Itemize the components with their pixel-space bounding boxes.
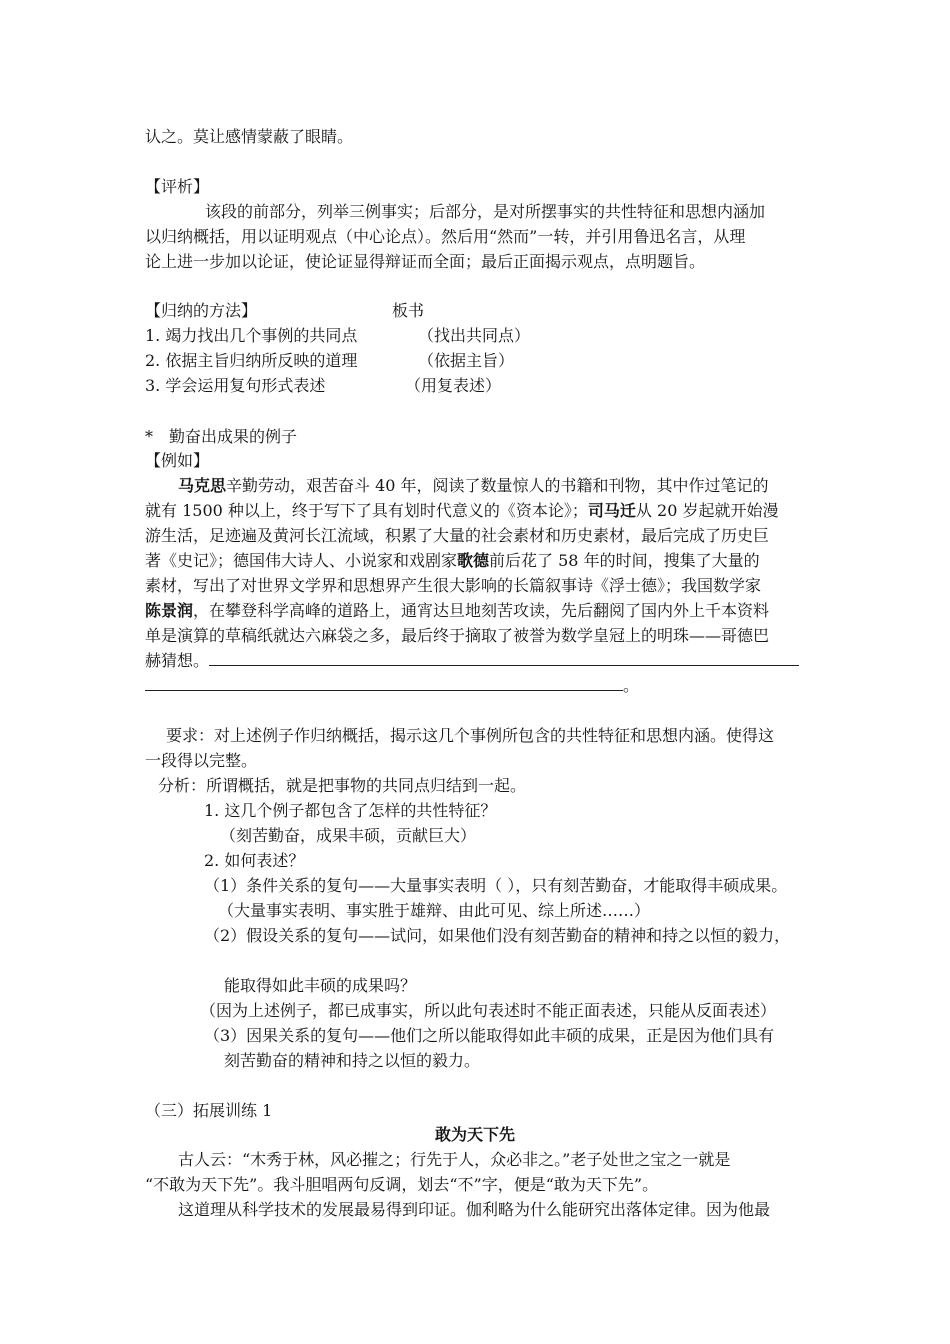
extension-heading: （三）拓展训练 1 <box>145 1101 273 1120</box>
method-item: 1. 竭力找出几个事例的共同点 <box>145 326 358 345</box>
person-name: 司马迁 <box>587 501 636 520</box>
example-paragraph-line <box>145 650 799 672</box>
sentence-cont-line: 刻苦勤奋的精神和持之以恒的毅力。 <box>224 1051 481 1070</box>
board-label: 板书 <box>392 301 425 320</box>
method-item: 3. 学会运用复句形式表述 <box>145 376 326 395</box>
example-text: 从 20 岁起就开始漫 <box>635 501 779 520</box>
analysis-line: 分析：所谓概括，就是把事物的共同点归结到一起。 <box>158 776 527 795</box>
opening-line: 认之。莫让感情蒙蔽了眼睛。 <box>145 127 354 146</box>
answer-line: （刻苦勤奋，成果丰硕，贡献巨大） <box>220 826 477 845</box>
person-name: 陈景润 <box>145 601 194 620</box>
example-paragraph-line <box>145 600 769 622</box>
example-paragraph-line <box>145 675 639 697</box>
end-mark: 。 <box>623 676 640 695</box>
fill-in-blank-line <box>209 650 799 666</box>
examples-heading: 【例如】 <box>145 451 210 470</box>
sentence-type-line: （2）假设关系的复句——试问，如果他们没有刻苦勤奋的精神和持之以恒的毅力， <box>204 926 791 945</box>
essay-title: 敢为天下先 <box>434 1125 515 1144</box>
sentence-cont-line: 能取得如此丰硕的成果吗？ <box>224 976 417 995</box>
fill-in-blank-line <box>145 675 623 691</box>
requirement-line: 一段得以完整。 <box>145 751 258 770</box>
example-text: 赫猜想。 <box>145 651 210 670</box>
method-heading: 【归纳的方法】 <box>145 301 258 320</box>
critique-line: 以归纳概括，用以证明观点（中心论点）。然后用“然而”一转，并引用鲁迅名言，从理 <box>145 227 746 246</box>
method-item-note: （用复表述） <box>405 376 502 395</box>
method-item: 2. 依据主旨归纳所反映的道理 <box>145 351 358 370</box>
example-paragraph-line <box>178 475 769 497</box>
critique-line: 该段的前部分，列举三例事实；后部分，是对所摆事实的共性特征和思想内涵加 <box>205 202 766 221</box>
example-text: 辛勤劳动，艰苦奋斗 40 年，阅读了数量惊人的书籍和刊物，其中作过笔记的 <box>226 476 769 495</box>
sentence-note-line: （因为上述例子，都已成事实，所以此句表述时不能正面表述，只能从反面表述） <box>200 1001 777 1020</box>
critique-line: 论上进一步加以论证，使论证显得辩证而全面；最后正面揭示观点，点明题旨。 <box>145 252 706 271</box>
person-name: 马克思 <box>178 476 227 495</box>
example-paragraph-line: 单是演算的草稿纸就达六麻袋之多，最后终于摘取了被誉为数学皇冠上的明珠——哥德巴 <box>145 626 770 645</box>
example-text: ，在攀登科学高峰的道路上，通宵达旦地刻苦攻读，先后翻阅了国内外上千本资料 <box>193 601 770 620</box>
requirement-line: 要求：对上述例子作归纳概括，揭示这几个事例所包含的共性特征和思想内涵。使得这 <box>166 726 775 745</box>
person-name: 歌德 <box>457 551 490 570</box>
question-line: 1. 这几个例子都包含了怎样的共性特征？ <box>204 801 497 820</box>
example-text: 前后花了 58 年的时间，搜集了大量的 <box>489 551 760 570</box>
method-item-note: （依据主旨） <box>418 351 515 370</box>
sentence-type-line: （1）条件关系的复句——大量事实表明（ ），只有刻苦勤奋，才能取得丰硕成果。 <box>204 876 788 895</box>
example-paragraph-line <box>145 550 760 572</box>
essay-line: “不敢为天下先”。我斗胆唱两句反调，划去“不”字，便是“敢为天下先”。 <box>145 1175 659 1194</box>
example-paragraph-line: 素材，写出了对世界文学界和思想界产生很大影响的长篇叙事诗《浮士德》；我国数学家 <box>145 576 762 595</box>
method-item-note: （找出共同点） <box>418 326 531 345</box>
sentence-note-line: （大量事实表明、事实胜于雄辩、由此可见、综上所述……） <box>218 901 651 920</box>
critique-heading: 【评析】 <box>145 177 210 196</box>
essay-line: 古人云：“木秀于林，风必摧之；行先于人，众必非之。”老子处世之宝之一就是 <box>178 1150 731 1169</box>
example-text: 著《史记》；德国伟大诗人、小说家和戏剧家 <box>145 551 458 570</box>
example-text: 就有 1500 种以上，终于写下了具有划时代意义的《资本论》； <box>145 501 588 520</box>
essay-line: 这道理从科学技术的发展最易得到印证。伽利略为什么能研究出落体定律。因为他最 <box>178 1200 771 1219</box>
example-paragraph-line: 游生活，足迹遍及黄河长江流域，积累了大量的社会素材和历史素材，最后完成了历史巨 <box>145 526 770 545</box>
sentence-type-line: （3）因果关系的复句——他们之所以能取得如此丰硕的成果，正是因为他们具有 <box>204 1026 775 1045</box>
example-paragraph-line <box>145 500 778 522</box>
question-line: 2. 如何表述？ <box>204 851 305 870</box>
examples-star-line: * 勤奋出成果的例子 <box>145 427 298 446</box>
